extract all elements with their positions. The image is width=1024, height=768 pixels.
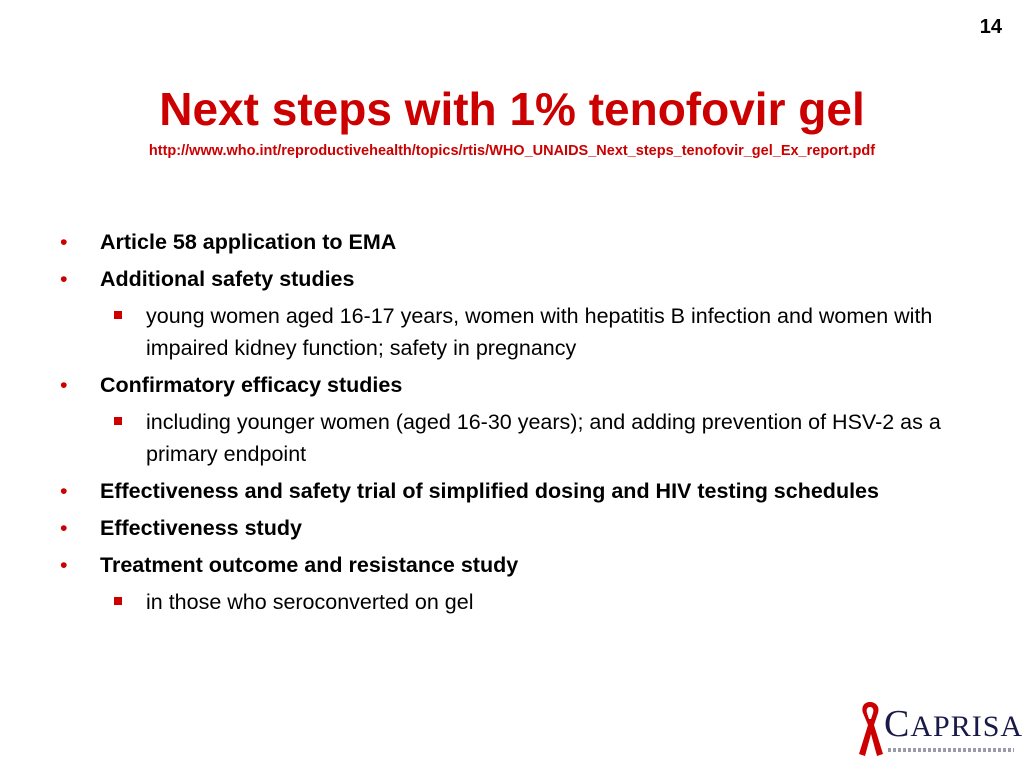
bullet-text: Effectiveness and safety trial of simplified dosing and HIV testing schedules xyxy=(100,479,879,503)
bullet-dot-icon: • xyxy=(60,267,68,291)
logo-letter: C xyxy=(884,703,911,745)
bullet-item xyxy=(60,475,970,507)
page-number: 14 xyxy=(979,16,1002,38)
square-bullet-icon xyxy=(114,417,122,425)
bullet-dot-icon: • xyxy=(60,373,68,397)
square-bullet-icon xyxy=(114,311,122,319)
bullet-dot-icon: • xyxy=(60,553,68,577)
sub-bullet-text: including younger women (aged 16-30 years); and adding prevention of HSV-2 as a primary endpoint xyxy=(146,410,941,466)
sub-bullet-text: in those who seroconverted on gel xyxy=(146,590,474,614)
bullet-dot-icon: • xyxy=(60,479,68,503)
sub-bullet-item xyxy=(60,586,970,618)
bullet-item xyxy=(60,226,970,258)
sub-bullet-item xyxy=(60,406,970,470)
bullet-text: Treatment outcome and resistance study xyxy=(100,553,519,577)
bullet-dot-icon: • xyxy=(60,516,68,540)
logo-wordmark xyxy=(884,702,1023,746)
bullet-item xyxy=(60,512,970,544)
caprisa-logo xyxy=(854,698,1024,762)
logo-letters: APRISA xyxy=(910,710,1024,743)
slide-title: Next steps with 1% tenofovir gel xyxy=(159,83,865,135)
bullet-item xyxy=(60,369,970,401)
bullet-text: Article 58 application to EMA xyxy=(100,230,397,254)
sub-bullet-item xyxy=(60,300,970,364)
source-url: http://www.who.int/reproductivehealth/topics/rtis/WHO_UNAIDS_Next_steps_tenofovir_gel_Ex_report.pdf xyxy=(148,143,876,159)
bullet-text: Effectiveness study xyxy=(100,516,302,540)
bullet-list xyxy=(60,226,970,623)
bullet-text: Confirmatory efficacy studies xyxy=(100,373,403,397)
logo-tagline xyxy=(888,748,1014,752)
sub-bullet-text: young women aged 16-17 years, women with hepatitis B infection and women with impaired kidney function; safety in pregnancy xyxy=(146,304,933,360)
red-ribbon-icon xyxy=(854,698,886,762)
bullet-item xyxy=(60,549,970,581)
bullet-text: Additional safety studies xyxy=(100,267,355,291)
bullet-dot-icon: • xyxy=(60,230,68,254)
bullet-item xyxy=(60,263,970,295)
square-bullet-icon xyxy=(114,597,122,605)
